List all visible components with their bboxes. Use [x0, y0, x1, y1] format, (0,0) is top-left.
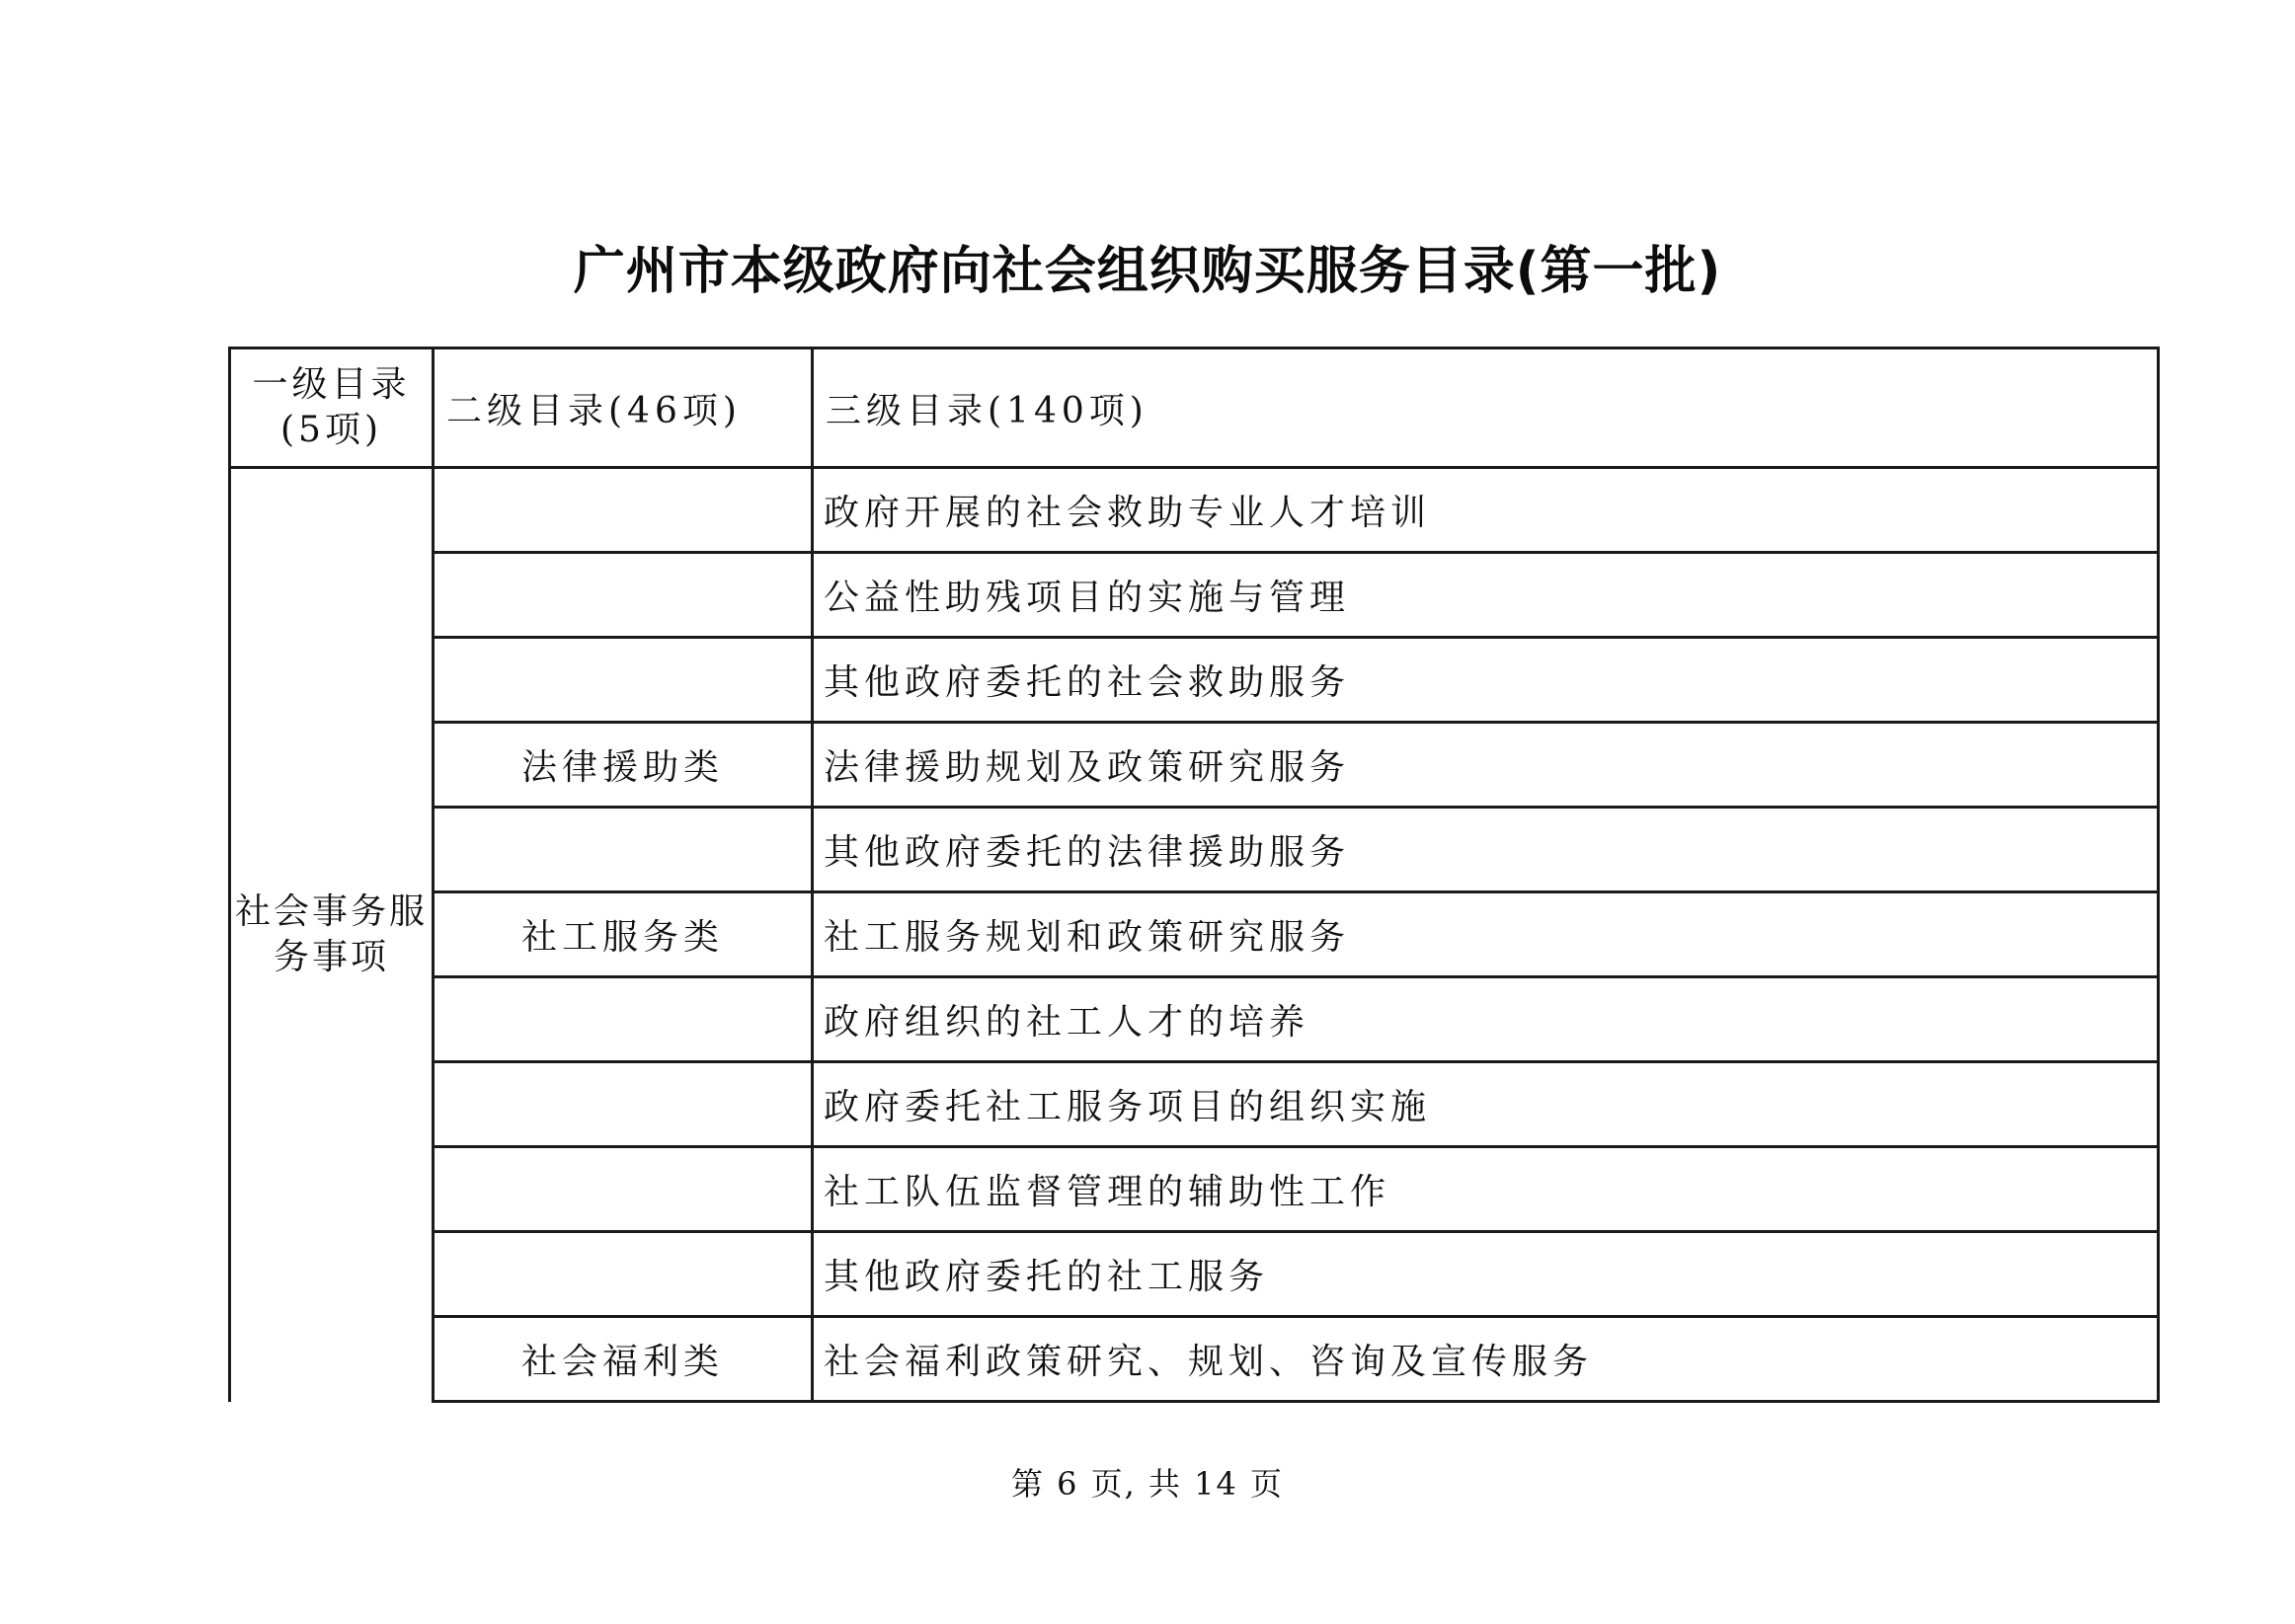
table-row — [230, 638, 2159, 723]
level3-cell: 政府委托社工服务项目的组织实施 — [813, 1062, 2159, 1147]
header-level1-line2: (5项) — [280, 410, 382, 450]
level2-cell — [434, 808, 813, 892]
table-row — [230, 808, 2159, 892]
level3-cell: 政府开展的社会救助专业人才培训 — [813, 468, 2159, 553]
table-row — [230, 553, 2159, 638]
level2-cell — [434, 553, 813, 638]
level2-cell — [434, 1147, 813, 1232]
level3-cell: 社工队伍监督管理的辅助性工作 — [813, 1147, 2159, 1232]
level2-cell: 社会福利类 — [434, 1317, 813, 1402]
table-row — [230, 892, 2159, 977]
level2-cell — [434, 638, 813, 723]
level3-cell: 公益性助残项目的实施与管理 — [813, 553, 2159, 638]
table-row — [230, 723, 2159, 808]
level3-cell: 其他政府委托的社工服务 — [813, 1232, 2159, 1317]
level3-cell: 政府组织的社工人才的培养 — [813, 977, 2159, 1062]
table-row — [230, 1232, 2159, 1317]
level2-cell: 法律援助类 — [434, 723, 813, 808]
level2-cell — [434, 468, 813, 553]
table-row — [230, 1317, 2159, 1402]
level2-cell — [434, 1232, 813, 1317]
catalog-table — [228, 347, 2160, 1403]
level3-cell: 社工服务规划和政策研究服务 — [813, 892, 2159, 977]
level3-cell: 其他政府委托的社会救助服务 — [813, 638, 2159, 723]
header-level1-line1: 一级目录 — [252, 364, 411, 405]
page-title: 广州市本级政府向社会组织购买服务目录(第一批) — [573, 242, 1722, 301]
level1-category: 社会事务服务事项 — [230, 468, 434, 1402]
level2-cell: 社工服务类 — [434, 892, 813, 977]
level3-cell: 社会福利政策研究、规划、咨询及宣传服务 — [813, 1317, 2159, 1402]
level3-cell: 法律援助规划及政策研究服务 — [813, 723, 2159, 808]
table-row — [230, 468, 2159, 553]
table-row — [230, 1062, 2159, 1147]
header-level2: 二级目录(46项) — [434, 348, 813, 468]
table-header-row — [230, 348, 2159, 468]
header-level3: 三级目录(140项) — [813, 348, 2159, 468]
page-footer: 第 6 页, 共 14 页 — [1010, 1465, 1285, 1503]
header-level1 — [230, 348, 434, 468]
level3-cell: 其他政府委托的法律援助服务 — [813, 808, 2159, 892]
table-row — [230, 977, 2159, 1062]
level2-cell — [434, 1062, 813, 1147]
level2-cell — [434, 977, 813, 1062]
table-row — [230, 1147, 2159, 1232]
